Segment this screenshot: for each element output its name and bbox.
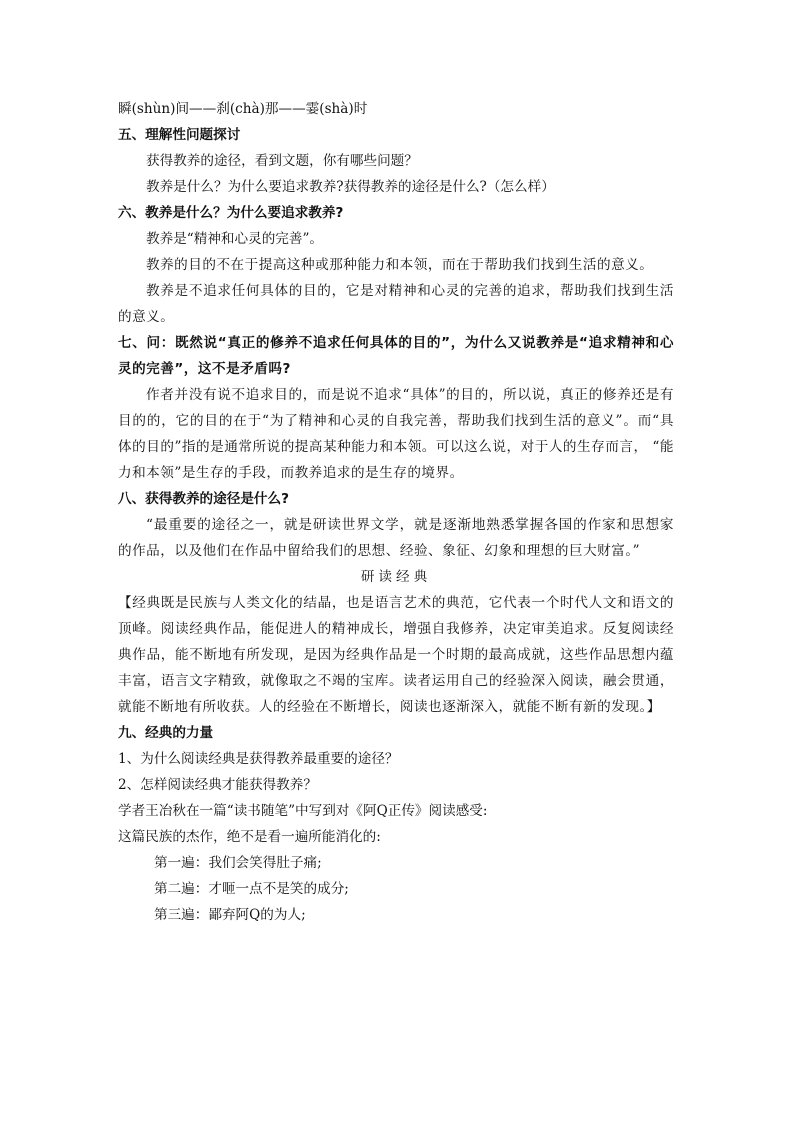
section6-paragraph-2: 教养的目的不在于提高这种或那种能力和本领，而在于帮助我们找到生活的意义。 bbox=[146, 257, 654, 273]
section9-paragraph-1: 学者王冶秋在一篇“读书随笔”中写到对《阿Q正传》阅读感受: bbox=[118, 803, 488, 819]
classic-title: 研读经典 bbox=[360, 569, 432, 585]
reading-item-2: 第二遍：才咂一点不是笑的成分; bbox=[154, 881, 349, 897]
section9-heading: 九、经典的力量 bbox=[118, 725, 214, 741]
document-page bbox=[118, 96, 674, 928]
reading-item-3: 第三遍：鄙弃阿Q的为人; bbox=[154, 907, 306, 923]
section8-quote: “最重要的途径之一，就是研读世界文学，就是逐渐地熟悉掌握各国的作家和思想家的作品，以及他们在作品中留给我们的思想、经验、象征、幻象和理想的巨大财富。” bbox=[118, 517, 674, 559]
section6-paragraph-1: 教养是“精神和心灵的完善”。 bbox=[146, 231, 324, 247]
reading-item-1: 第一遍：我们会笑得肚子痛; bbox=[154, 855, 322, 871]
classic-paragraph: 【经典既是民族与人类文化的结晶，也是语言艺术的典范，它代表一个时代人文和语文的顶峰。阅读经典作品，能促进人的精神成长，增强自我修养，决定审美追求。反复阅读经典作品，能不断地有所发现，是因为经典作品是一个时期的最高成就，这些作品思想内蕴丰富，语言文字精致，就像取之不竭的宝库。读者运用自己的经验深入阅读，融会贯通，就能不断地有所收获。人的经验在不断增长，阅读也逐渐深入，就能不断有新的发现。】 bbox=[118, 595, 674, 715]
section9-question-2: 2、怎样阅读经典才能获得教养？ bbox=[118, 777, 317, 793]
section7-paragraph-1: 作者并没有说不追求目的，而是说不追求“具体”的目的，所以说，真正的修养还是有目的的，它的目的在于“为了精神和心灵的自我完善，帮助我们找到生活的意义”。而“具体的目的”指的是通常所说的提高某种能力和本领。可以这么说，对于人的生存而言， “能力和本领”是生存的手段，而教养追求的是生存的境界。 bbox=[118, 387, 674, 481]
section5-paragraph-2: 教养是什么？为什么要追求教养?获得教养的途径是什么?（怎么样） bbox=[146, 179, 555, 195]
section7-heading: 七、问：既然说“真正的修养不追求任何具体的目的”，为什么又说教养是“追求精神和心灵的完善”，这不是矛盾吗? bbox=[118, 335, 674, 377]
section8-heading: 八、获得教养的途径是什么? bbox=[118, 491, 290, 507]
section9-paragraph-2: 这篇民族的杰作，绝不是看一遍所能消化的: bbox=[118, 829, 381, 845]
section5-heading: 五、理解性问题探讨 bbox=[118, 127, 241, 143]
pinyin-line: 瞬(shùn)间——刹(chà)那——霎(shà)时 bbox=[118, 101, 368, 117]
section5-paragraph-1: 获得教养的途径，看到文题，你有哪些问题？ bbox=[146, 153, 418, 169]
section6-heading: 六、教养是什么？为什么要追求教养? bbox=[118, 205, 344, 221]
section9-question-1: 1、为什么阅读经典是获得教养最重要的途径？ bbox=[118, 751, 399, 767]
section6-paragraph-3: 教养是不追求任何具体的目的，它是对精神和心灵的完善的追求，帮助我们找到生活的意义。 bbox=[118, 283, 674, 325]
